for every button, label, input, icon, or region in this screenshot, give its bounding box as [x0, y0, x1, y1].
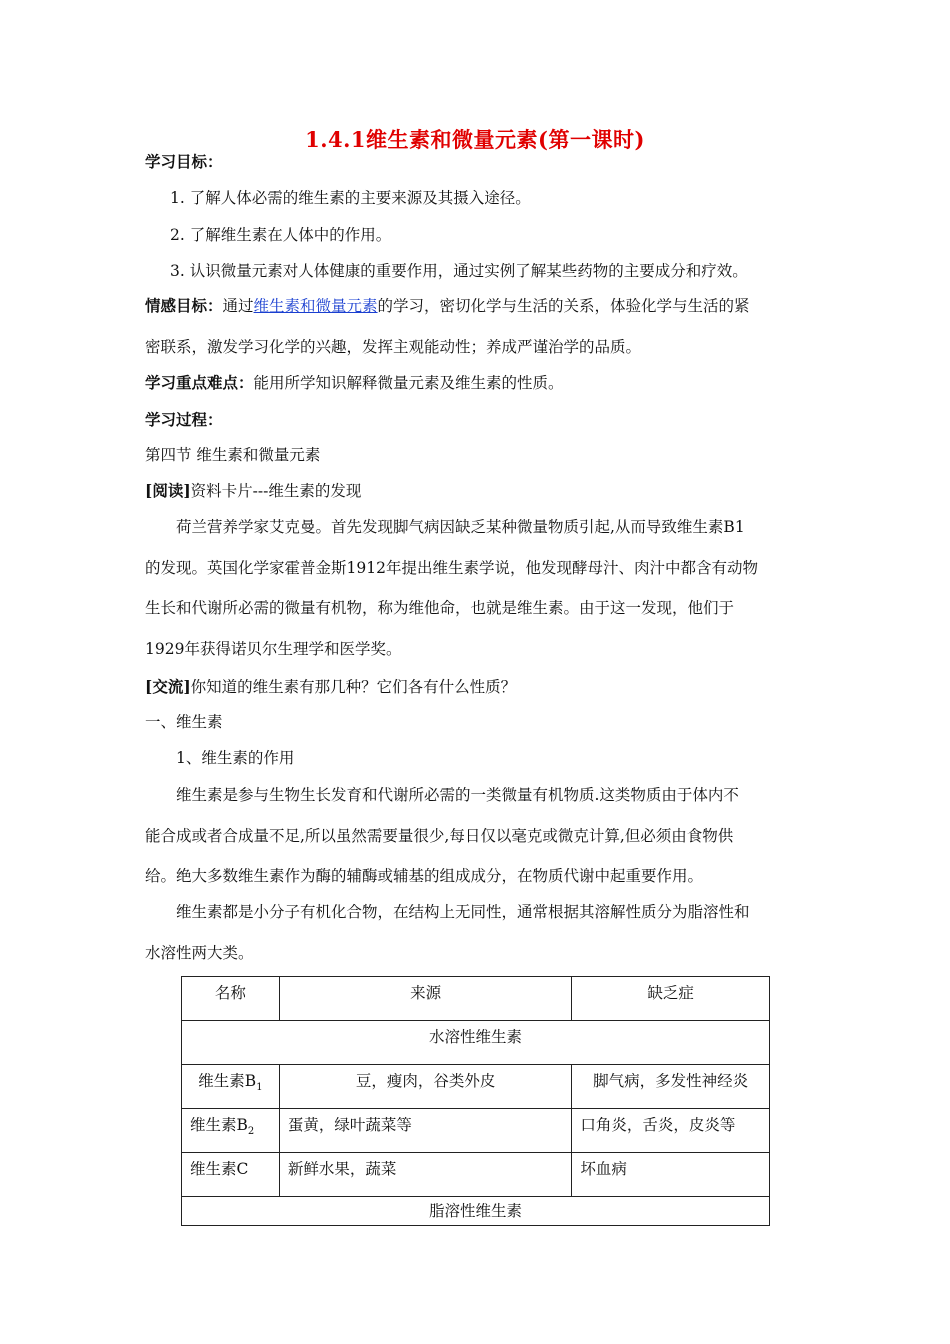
objective-item: 2. 了解维生素在人体中的作用。 — [170, 226, 392, 244]
keypoints — [145, 373, 564, 393]
vitamin-source: 豆，瘦肉，谷类外皮 — [279, 1065, 571, 1109]
page-title: 1.4.1维生素和微量元素(第一课时) — [305, 127, 645, 152]
header-source: 来源 — [279, 977, 571, 1021]
paragraph-line: 的发现。英国化学家霍普金斯1912年提出维生素学说，他发现酵母汁、肉汁中都含有动物 — [145, 559, 758, 577]
read-tag: [阅读] — [145, 481, 191, 500]
table-header-row — [182, 977, 770, 1021]
paragraph-line: 维生素是参与生物生长发育和代谢所必需的一类微量有机物质.这类物质由于体内不 — [176, 786, 739, 804]
vitamin-deficiency: 脚气病，多发性神经炎 — [572, 1065, 770, 1109]
emotion-heading: 情感目标： — [145, 296, 223, 315]
header-deficiency: 缺乏症 — [572, 977, 770, 1021]
read-line — [145, 481, 361, 501]
part-heading: 一、维生素 — [145, 713, 223, 731]
vitamin-source: 蛋黄，绿叶蔬菜等 — [279, 1109, 571, 1153]
table-section-row — [182, 1021, 770, 1065]
process-heading: 学习过程： — [145, 410, 223, 429]
paragraph-line: 1929年获得诺贝尔生理学和医学奖。 — [145, 640, 402, 658]
table-row — [182, 1109, 770, 1153]
exchange-tag: [交流] — [145, 677, 191, 696]
emotion-goal — [145, 296, 750, 316]
table-section-row — [182, 1197, 770, 1226]
vitamin-deficiency: 坏血病 — [572, 1153, 770, 1197]
vitamin-source: 新鲜水果，蔬菜 — [279, 1153, 571, 1197]
exchange-text: 你知道的维生素有那几种？它们各有什么性质？ — [190, 678, 517, 696]
paragraph-line: 能合成或者合成量不足,所以虽然需要量很少,每日仅以毫克或微克计算,但必须由食物供 — [145, 827, 734, 845]
sub-heading: 1、维生素的作用 — [176, 749, 295, 767]
paragraph-line: 给。绝大多数维生素作为酶的辅酶或辅基的组成成分，在物质代谢中起重要作用。 — [145, 867, 704, 885]
objective-item: 1. 了解人体必需的维生素的主要来源及其摄入途径。 — [170, 189, 531, 207]
keypoints-text: 能用所学知识解释微量元素及维生素的性质。 — [253, 374, 564, 392]
section-fat-soluble: 脂溶性维生素 — [182, 1197, 770, 1226]
emotion-pre: 通过 — [222, 297, 254, 315]
vitamin-name: 维生素$B_1$ — [182, 1065, 280, 1109]
exchange-line — [145, 677, 516, 697]
read-text: 资料卡片---维生素的发现 — [190, 482, 362, 500]
paragraph-line: 维生素都是小分子有机化合物，在结构上无同性，通常根据其溶解性质分为脂溶性和 — [176, 903, 750, 921]
header-name: 名称 — [182, 977, 280, 1021]
paragraph-line: 生长和代谢所必需的微量有机物，称为维他命，也就是维生素。由于这一发现，他们于 — [145, 599, 735, 617]
vitamin-name: 维生素$B_2$ — [182, 1109, 280, 1153]
objective-item: 3. 认识微量元素对人体健康的重要作用，通过实例了解某些药物的主要成分和疗效。 — [170, 262, 748, 280]
paragraph-line: 水溶性两大类。 — [145, 944, 254, 962]
keypoints-heading: 学习重点难点： — [145, 373, 254, 392]
emotion-line2: 密联系，激发学习化学的兴趣，发挥主观能动性；养成严谨治学的品质。 — [145, 338, 642, 356]
vitamin-trace-element-link[interactable]: 维生素和微量元素 — [253, 297, 378, 315]
table-row — [182, 1153, 770, 1197]
vitamin-name: 维生素C — [182, 1153, 280, 1197]
emotion-post: 的学习，密切化学与生活的关系，体验化学与生活的紧 — [377, 297, 750, 315]
table-row — [182, 1065, 770, 1109]
vitamin-deficiency: 口角炎，舌炎，皮炎等 — [572, 1109, 770, 1153]
paragraph-line: 荷兰营养学家艾克曼。首先发现脚气病因缺乏某种微量物质引起,从而导致维生素B1 — [176, 518, 745, 536]
section-water-soluble: 水溶性维生素 — [182, 1021, 770, 1065]
section-heading: 第四节 维生素和微量元素 — [145, 446, 321, 464]
vitamin-table — [181, 976, 770, 1226]
objectives-heading: 学习目标： — [145, 152, 223, 171]
